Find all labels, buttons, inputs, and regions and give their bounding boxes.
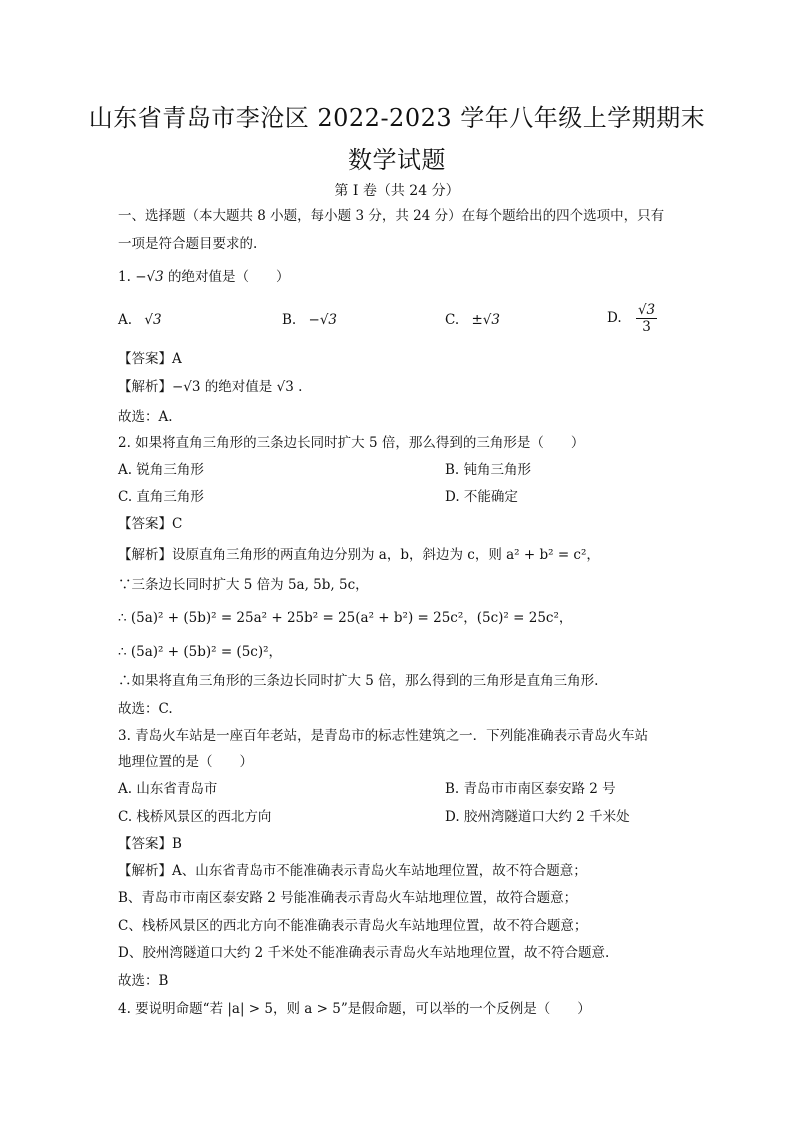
q1-option-c — [445, 311, 500, 329]
question-1-math: −√3 — [135, 269, 164, 285]
q1-option-b — [282, 311, 337, 329]
q2-analysis-line-2: ∵三条边长同时扩大 5 倍为 5a, 5b, 5c， — [118, 577, 369, 593]
q2-analysis-line-5: ∴如果将直角三角形的三条边长同时扩大 5 倍，那么得到的三角形是直角三角形. — [118, 673, 599, 689]
question-3-stem-line-2: 地理位置的是（ ） — [118, 754, 253, 770]
fraction — [636, 302, 657, 335]
q3-option-c: C. 栈桥风景区的西北方向 — [118, 809, 272, 825]
option-value: −√3 — [308, 312, 338, 328]
q3-analysis-line-4: D、胶州湾隧道口大约 2 千米处不能准确表示青岛火车站地理位置，故不符合题意. — [118, 945, 610, 961]
q3-analysis-line-2: B、青岛市市南区泰安路 2 号能准确表示青岛火车站地理位置，故符合题意； — [118, 890, 578, 906]
instructions-line-2: 一项是符合题目要求的. — [118, 236, 258, 252]
q3-option-a: A. 山东省青岛市 — [118, 781, 218, 797]
question-number: 1. — [118, 269, 131, 285]
q1-option-a — [118, 311, 162, 329]
q3-analysis-line-3: C、栈桥风景区的西北方向不能准确表示青岛火车站地理位置，故不符合题意； — [118, 918, 588, 934]
q1-choose: 故选：A. — [118, 409, 173, 425]
q1-analysis — [118, 378, 302, 396]
question-1-text: 的绝对值是（ ） — [168, 269, 290, 285]
question-2-stem: 2. 如果将直角三角形的三条边长同时扩大 5 倍，那么得到的三角形是（ ） — [118, 435, 585, 451]
page-title: 山东省青岛市李沧区 2022-2023 学年八年级上学期期末 — [88, 104, 706, 132]
q1-answer: 【答案】A — [118, 351, 182, 367]
q2-answer: 【答案】C — [118, 516, 183, 532]
option-letter: B. — [282, 312, 297, 328]
q2-analysis-line-4: ∴ (5a)² + (5b)² = (5c)²， — [118, 644, 283, 660]
question-4-stem: 4. 要说明命题“若 |a| > 5，则 a > 5”是假命题，可以举的一个反例是（ ） — [118, 1001, 591, 1017]
instructions-line-1: 一、选择题（本大题共 8 小题，每小题 3 分，共 24 分）在每个题给出的四个选项中，只有 — [118, 208, 665, 224]
option-letter: A. — [118, 312, 133, 328]
q2-option-c: C. 直角三角形 — [118, 489, 204, 505]
option-value: √3 — [144, 312, 162, 328]
analysis-text: −√3 的绝对值是 √3 . — [172, 379, 303, 395]
q3-answer: 【答案】B — [118, 836, 182, 852]
q2-option-b: B. 钝角三角形 — [445, 462, 532, 478]
q2-option-d: D. 不能确定 — [445, 489, 518, 505]
option-letter: D. — [607, 310, 622, 326]
fraction-numerator: √3 — [637, 302, 656, 318]
option-value: ±√3 — [471, 312, 500, 328]
analysis-label: 【解析】 — [118, 379, 172, 395]
q3-analysis-line-1: 【解析】A、山东省青岛市不能准确表示青岛火车站地理位置，故不符合题意； — [118, 863, 587, 879]
fraction-denominator: 3 — [642, 319, 651, 335]
q2-analysis-line-3: ∴ (5a)² + (5b)² = 25a² + 25b² = 25(a² + b²) = 25c²，(5c)² = 25c²， — [118, 610, 573, 626]
question-1-stem — [118, 268, 290, 286]
question-3-stem-line-1: 3. 青岛火车站是一座百年老站，是青岛市的标志性建筑之一．下列能准确表示青岛火车站 — [118, 728, 649, 744]
q3-choose: 故选：B — [118, 973, 169, 989]
q3-option-d: D. 胶州湾隧道口大约 2 千米处 — [445, 809, 630, 825]
q2-option-a: A. 锐角三角形 — [118, 462, 204, 478]
q2-choose: 故选：C. — [118, 701, 173, 717]
page-subtitle: 数学试题 — [348, 146, 446, 174]
q3-option-b: B. 青岛市市南区泰安路 2 号 — [445, 781, 616, 797]
q1-option-d — [607, 302, 657, 335]
section-heading: 第 I 卷（共 24 分） — [334, 183, 460, 199]
option-letter: C. — [445, 312, 460, 328]
q2-analysis-line-1: 【解析】设原直角三角形的两直角边分别为 a，b，斜边为 c，则 a² + b² = c²， — [118, 547, 600, 563]
